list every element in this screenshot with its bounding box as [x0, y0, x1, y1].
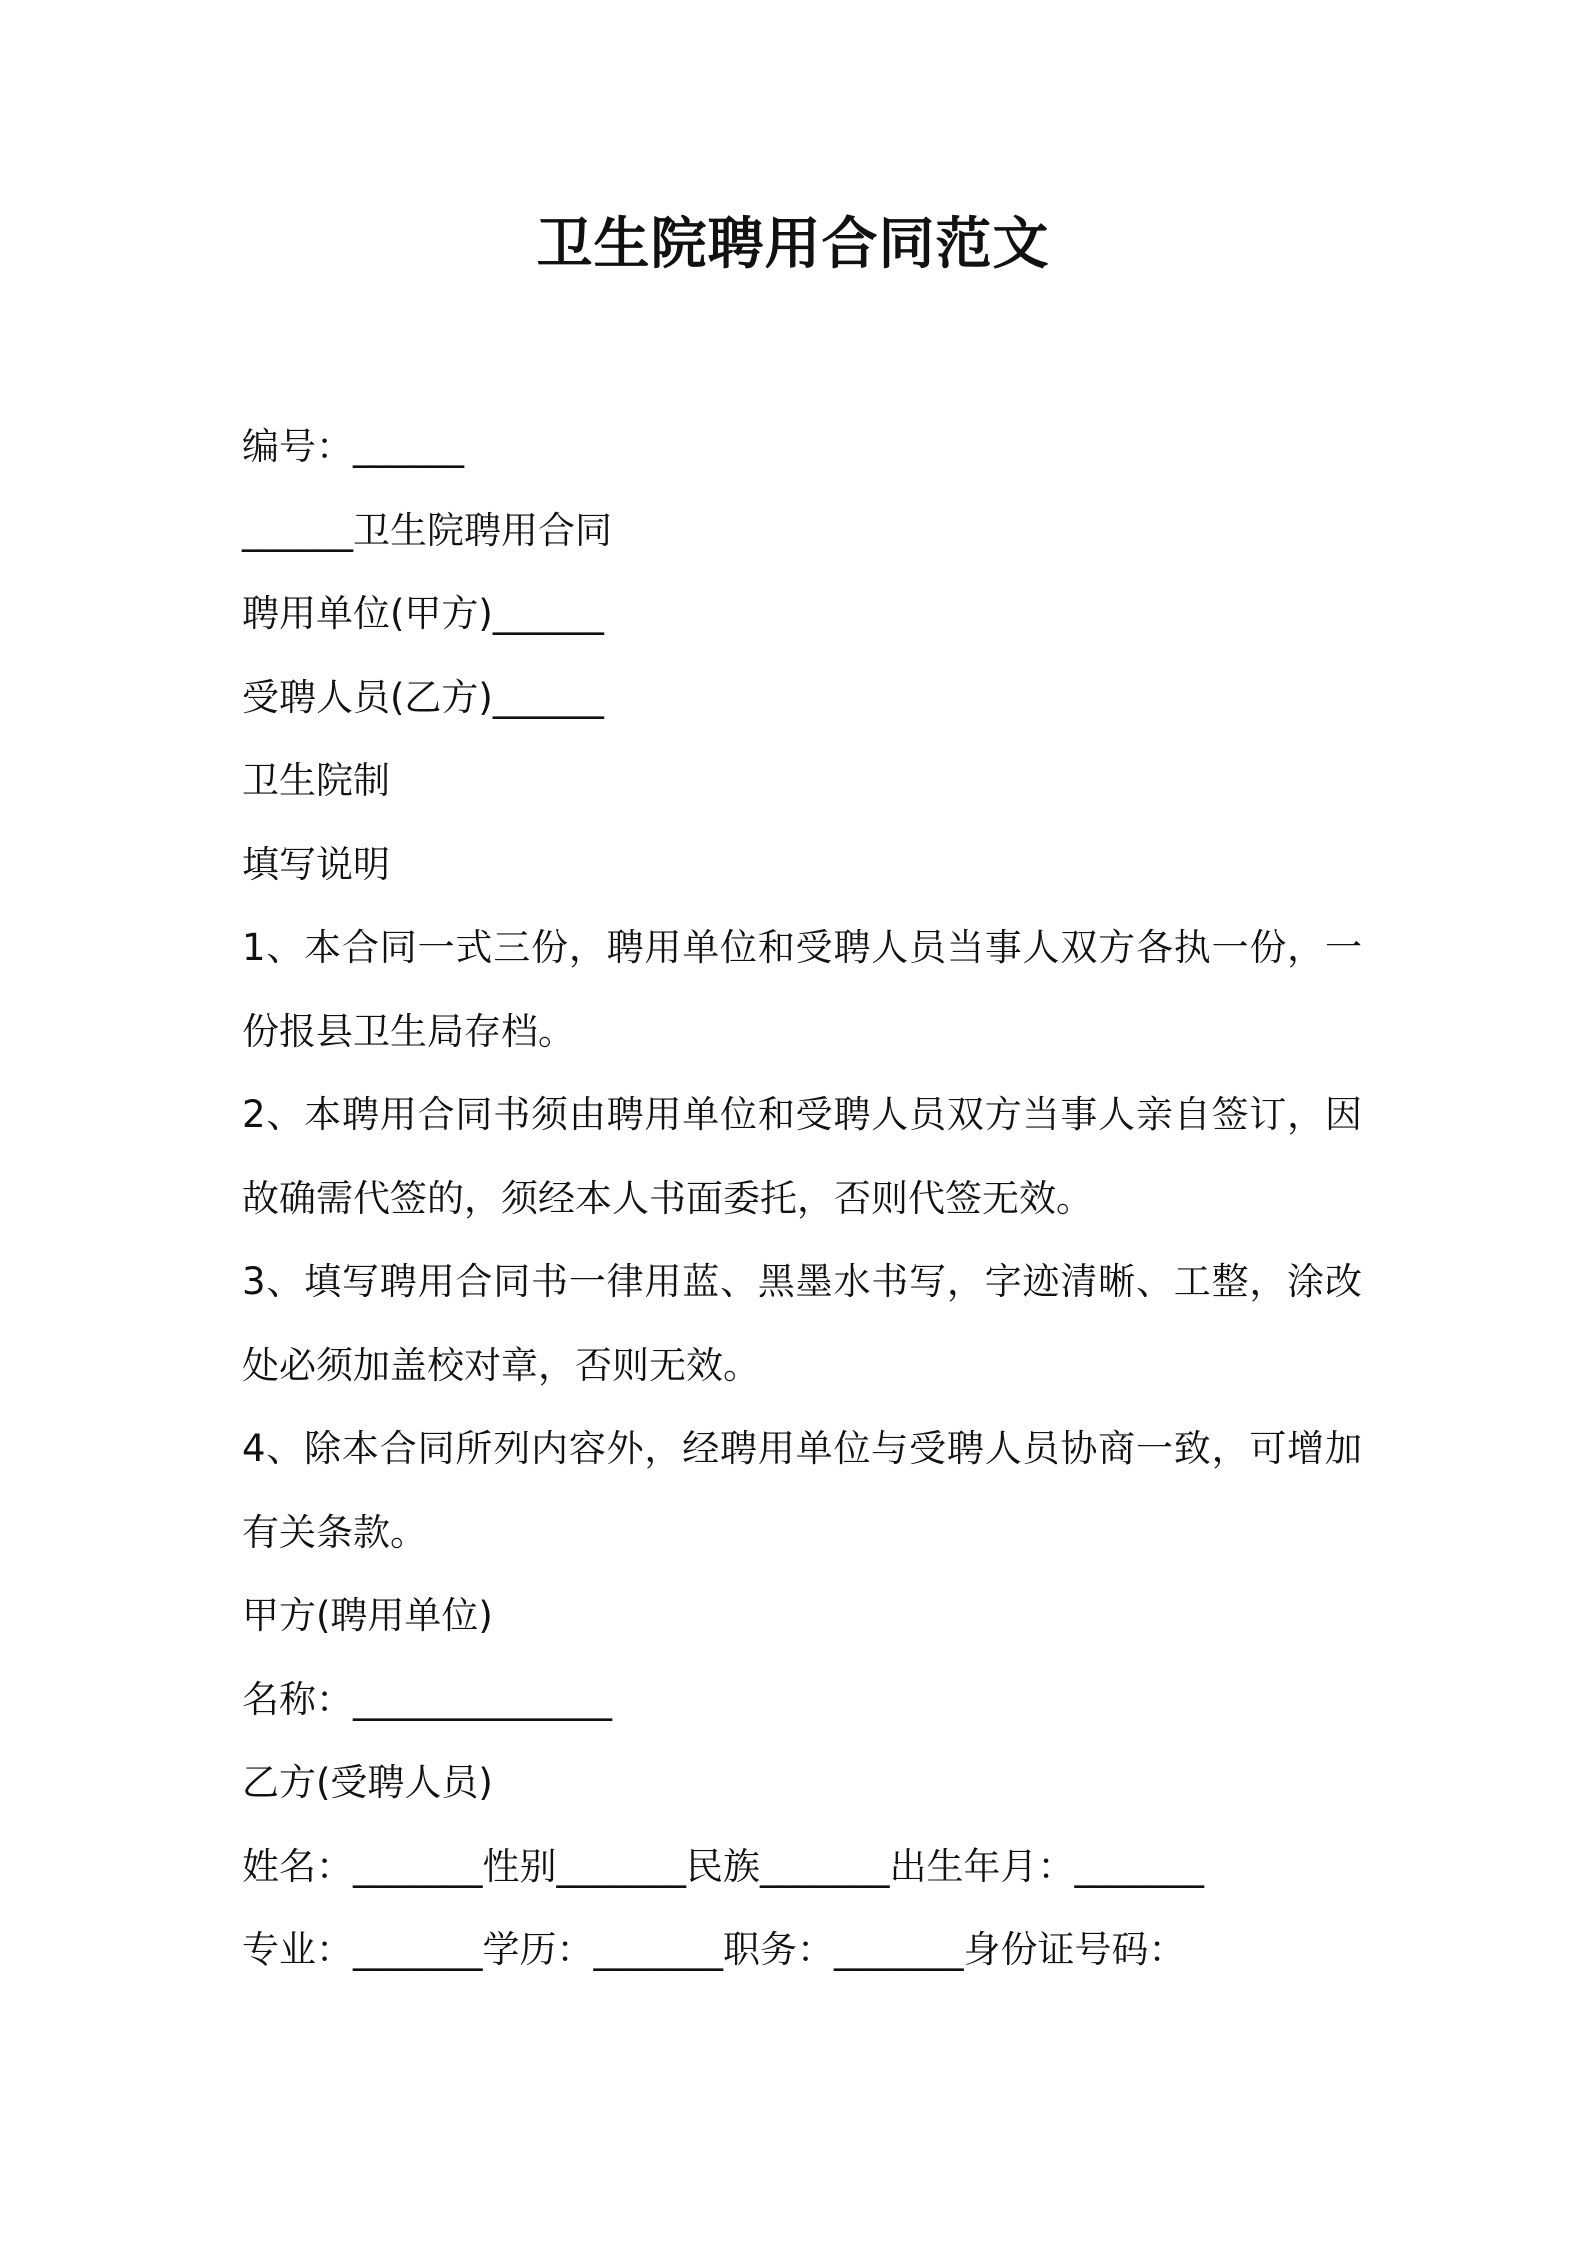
party-a-name-field: 名称：______________: [242, 1677, 612, 1721]
party-b-info-line-2: 专业：_______学历：_______职务：_______身份证号码：: [242, 1928, 1186, 1971]
employer-line: 聘用单位(甲方)______: [242, 592, 604, 635]
instruction-item-1: 1、本合同一式三份，聘用单位和受聘人员当事人双方各执一份，一份报县卫生局存档。: [242, 926, 1362, 1053]
contract-name-line: ______卫生院聘用合同: [242, 508, 612, 552]
instruction-item-3: 3、填写聘用合同书一律用蓝、黑墨水书写，字迹清晰、工整，涂改处必须加盖校对章，否则无效。: [242, 1260, 1362, 1387]
issuer-line: 卫生院制: [242, 759, 390, 802]
party-a-heading: 甲方(聘用单位): [242, 1594, 493, 1637]
instruction-item-4: 4、除本合同所列内容外，经聘用单位与受聘人员协商一致，可增加有关条款。: [242, 1427, 1362, 1554]
party-b-info-line-1: 姓名：_______性别_______民族_______出生年月：_______: [242, 1844, 1204, 1888]
document-title: 卫生院聘用合同范文: [536, 212, 1050, 277]
instruction-item-2: 2、本聘用合同书须由聘用单位和受聘人员双方当事人亲自签订，因故确需代签的，须经本人书面委托，否则代签无效。: [242, 1093, 1362, 1220]
employee-line: 受聘人员(乙方)______: [242, 675, 604, 719]
contract-number-line: 编号：______: [242, 425, 464, 468]
party-b-heading: 乙方(受聘人员): [242, 1761, 493, 1804]
document-body: [242, 405, 1362, 1992]
instructions-heading: 填写说明: [242, 842, 390, 886]
